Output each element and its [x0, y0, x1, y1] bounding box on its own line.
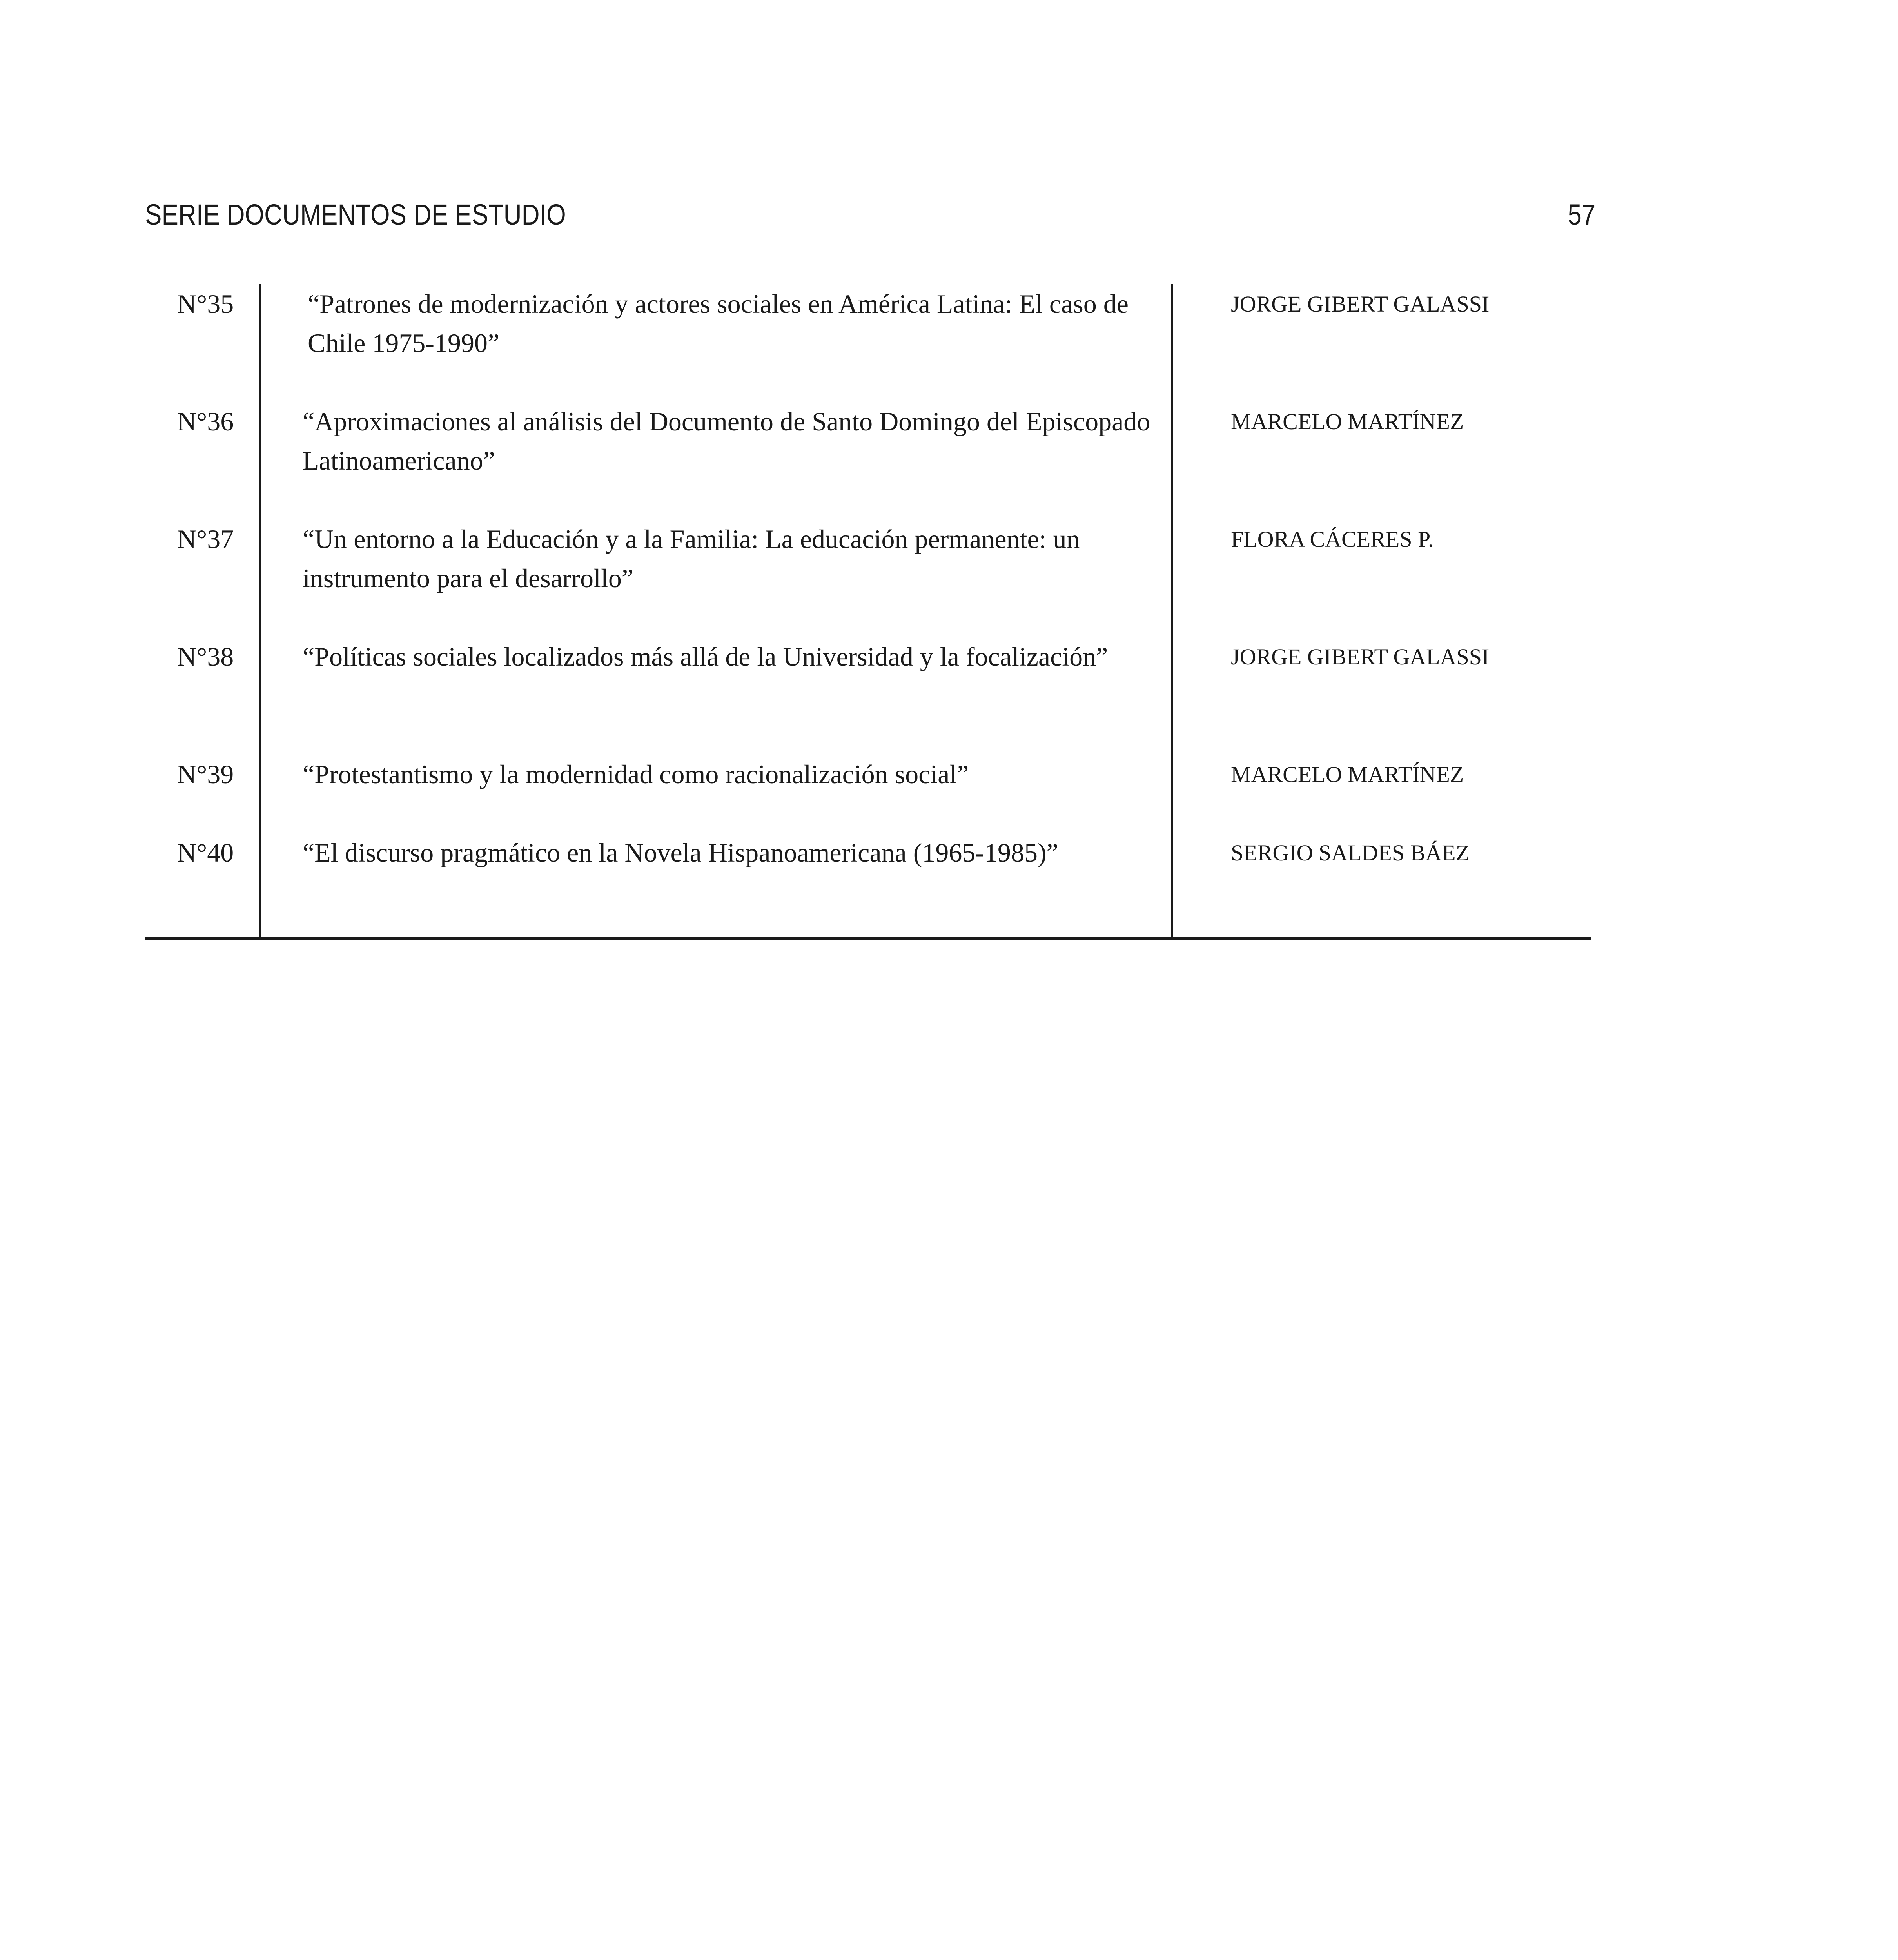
entry-author: MARCELO MARTÍNEZ: [1231, 762, 1464, 787]
entry-author: SERGIO SALDES BÁEZ: [1231, 840, 1470, 866]
entry-number: N°39: [177, 759, 234, 789]
entry-title: “El discurso pragmático en la Novela Hispanoamericana (1965-1985)”: [303, 838, 1058, 867]
page-header: [145, 198, 1595, 241]
series-title: SERIE DOCUMENTOS DE ESTUDIO: [145, 198, 566, 231]
entry-number: N°38: [177, 642, 234, 671]
entry-number: N°35: [177, 289, 234, 319]
entry-author: JORGE GIBERT GALASSI: [1231, 644, 1490, 670]
entry-author: MARCELO MARTÍNEZ: [1231, 409, 1464, 434]
entry-title: “Un entorno a la Educación y a la Familia: La educación permanente: un instrumento para el desarrollo”: [303, 524, 1080, 593]
entry-title: “Aproximaciones al análisis del Documento de Santo Domingo del Episcopado Latinoamericano”: [303, 407, 1150, 475]
entry-number: N°37: [177, 524, 234, 554]
entry-number: N°36: [177, 407, 234, 436]
entry-author: FLORA CÁCERES P.: [1231, 526, 1434, 552]
entry-title: “Políticas sociales localizados más allá de la Universidad y la focalización”: [303, 642, 1108, 671]
entry-number: N°40: [177, 838, 234, 867]
entry-title: “Patrones de modernización y actores sociales en América Latina: El caso de Chile 1975-1990”: [308, 289, 1129, 358]
table-bottom-rule: [145, 937, 1591, 940]
entry-author: JORGE GIBERT GALASSI: [1231, 291, 1490, 317]
page-number: 57: [1568, 198, 1595, 231]
number-column-divider: [259, 284, 261, 940]
entry-title: “Protestantismo y la modernidad como racionalización social”: [303, 759, 969, 789]
publication-list: [145, 284, 1591, 940]
